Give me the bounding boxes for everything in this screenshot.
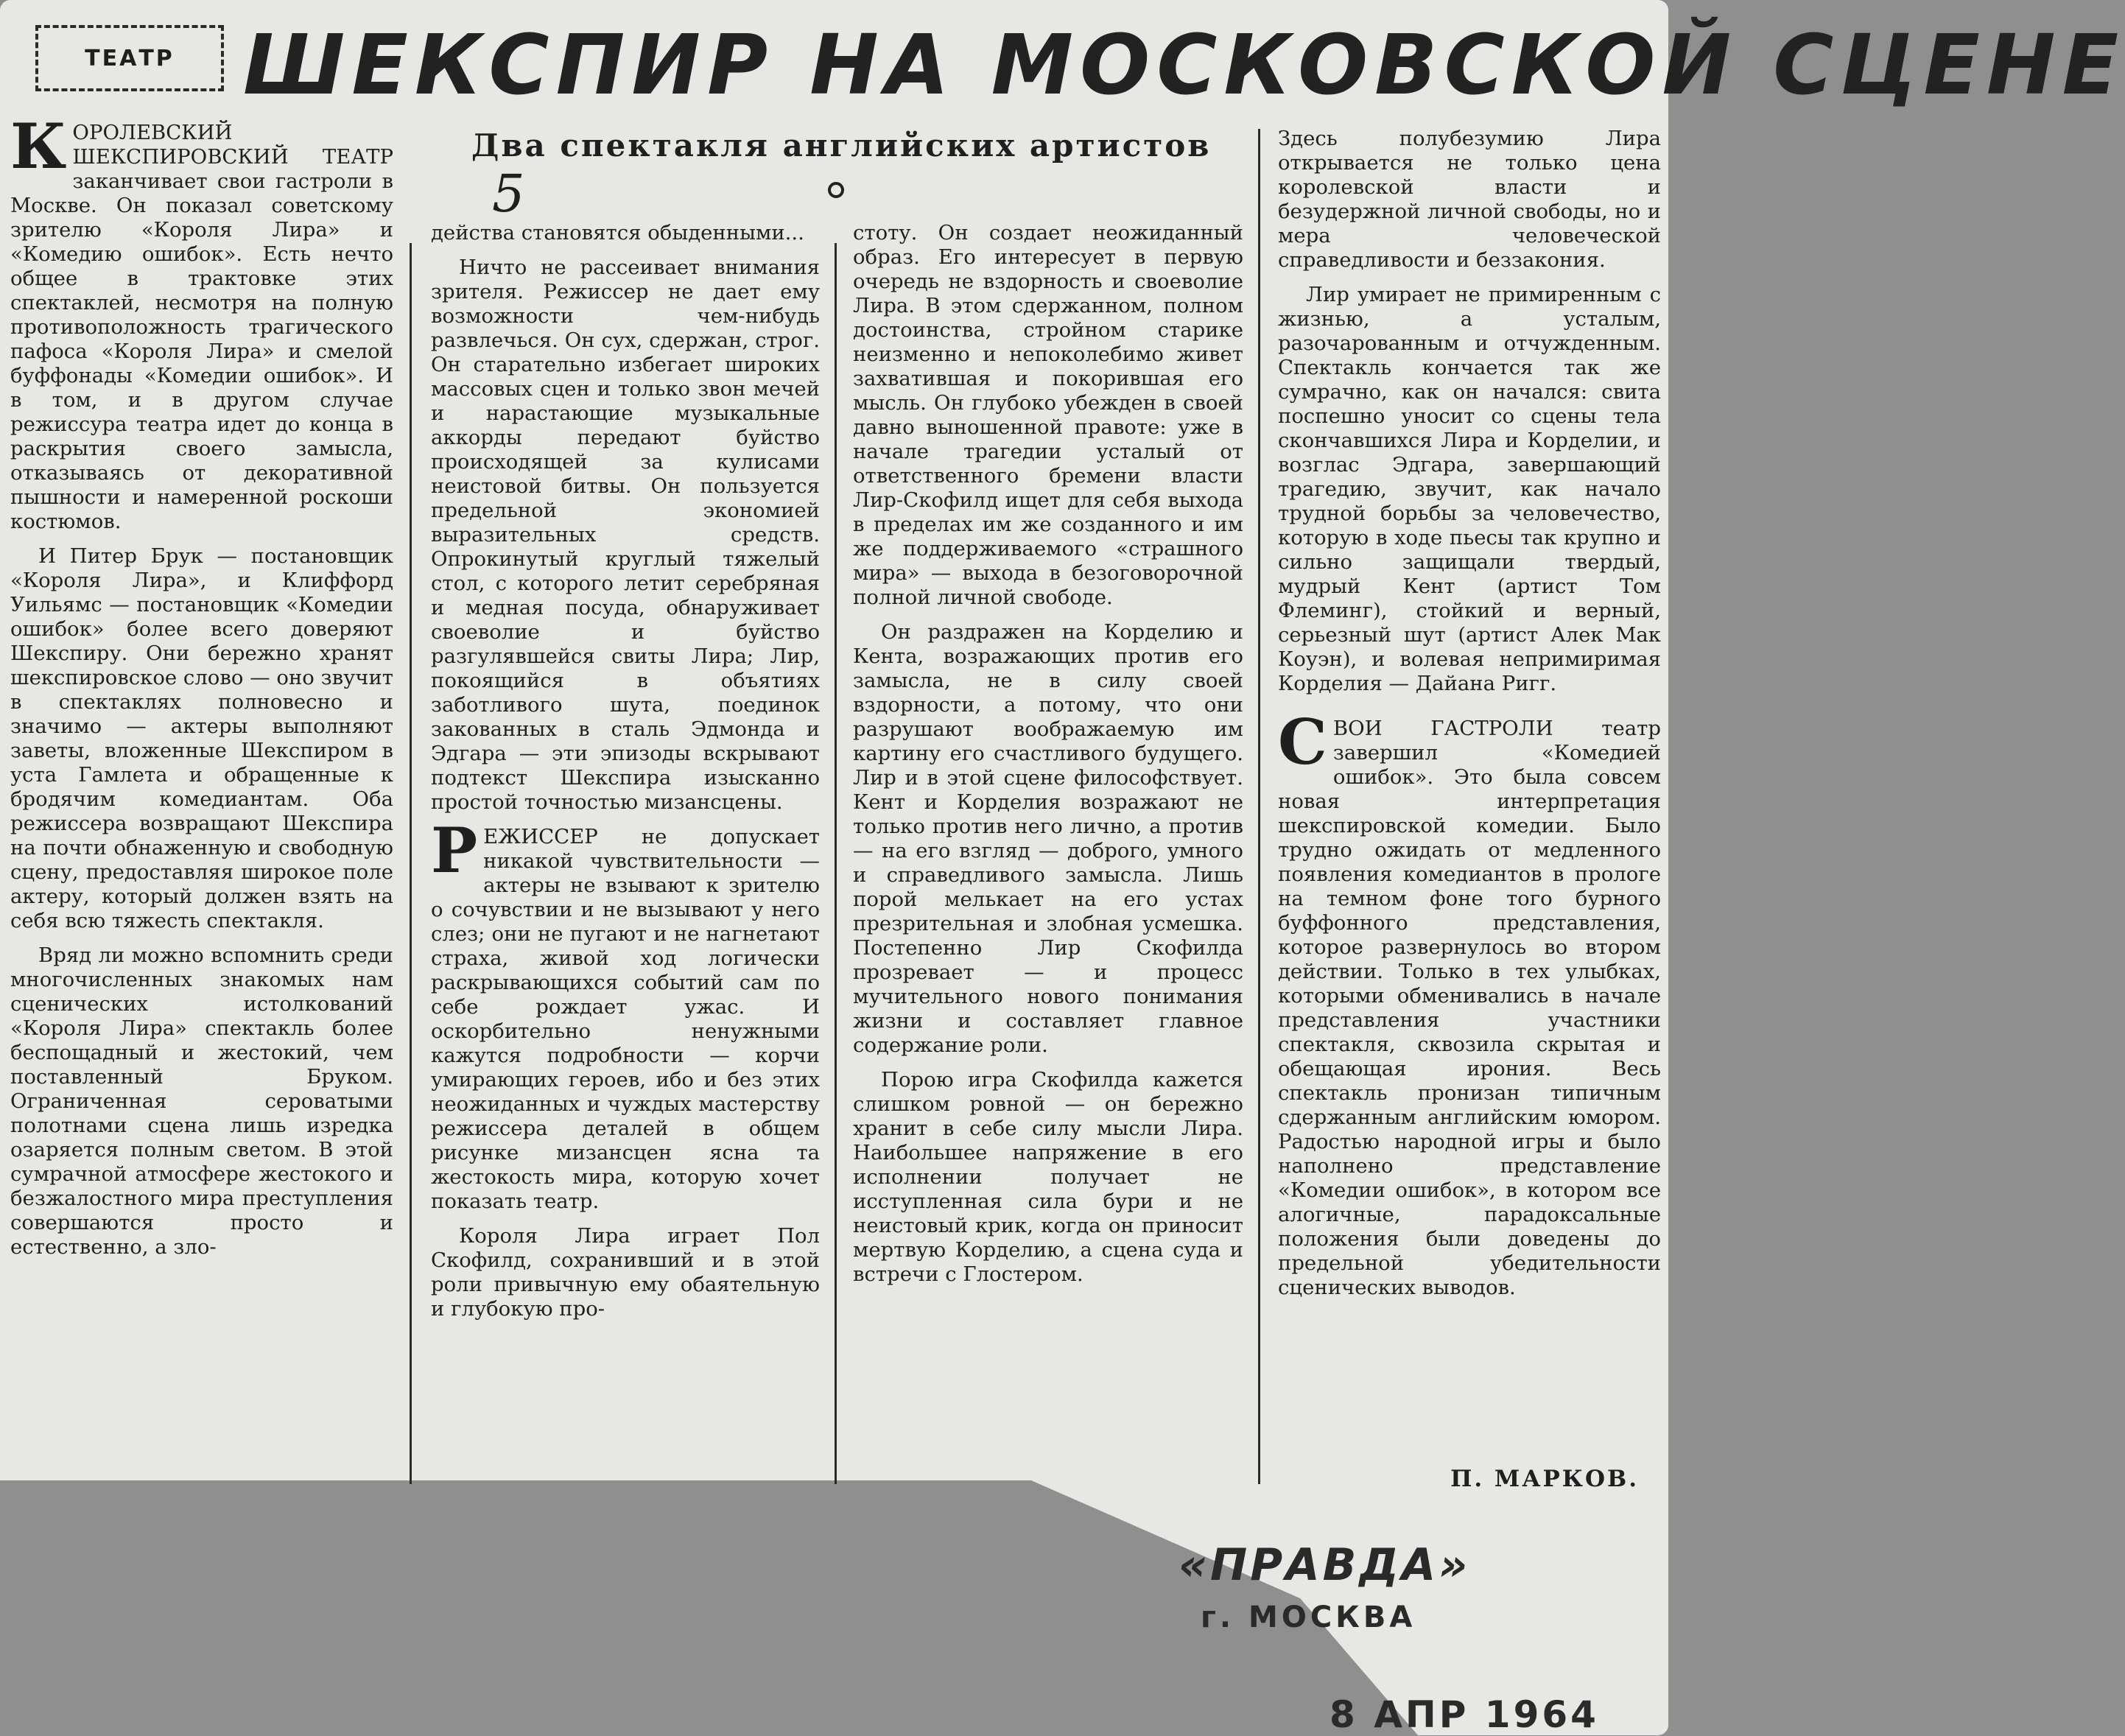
ornament-circle-icon [828,182,844,198]
paragraph: Лир умирает не примиренным с жизнью, а усталым, разочарованным и отчужденным. Спектакль кончается так же сумрачно, как он начался: свита поспешно уносит со сцены тела скончавшихся Лира и Корделии, и возглас Эдгара, завершающий трагедию, звучит, как начало трудной борьбы за человечество, которую в ходе пьесы так крупно и сильно защищали твердый, мудрый Кент (артист Том Флеминг), стойкий и верный, серьезный шут (артист Алек Мак Коуэн), и волевая непримиримая Корделия — Дайана Ригг. [1278,283,1661,695]
dropcap: Р [431,814,478,887]
dropcap: С [1278,706,1327,779]
stamp-paper-name: «ПРАВДА» [1179,1539,1471,1591]
paragraph: стоту. Он создает неожиданный образ. Его интересует в первую очередь не вздорность и своеволие Лира. В этом сдержанном, полном достоинства, стройном старике неизменно и непоколебимо живет захватившая и покорившая его мысль. Он глубоко убежден в своей давно выношенной правоте: уже в начале трагедии усталый от ответственного бремени власти Лир-Скофилд ищет для себя выхода в пределах им же созданного и им же поддерживаемого «страшного мира» — выхода в безоговорочной полной личной свободе. [853,221,1243,609]
paragraph: Ничто не рассеивает внимания зрителя. Режиссер не дает ему возможности чем-нибудь развлечься. Он сух, сдержан, строг. Он старательно избегает широких массовых сцен и только звон мечей и нарастающие музыкальные аккорды передают буйство происходящей за кулисами неистовой битвы. Он пользуется предельной экономией выразительных средств. Опрокинутый круглый тяжелый стол, с которого летит серебряная и медная посуда, обнаруживает своеволие и буйство разгулявшейся свиты Лира; Лир, покоящийся в объятиях заботливого шута, поединок закованных в сталь Эдмонда и Эдгара — эти эпизоды вскрывают подтекст Шекспира изысканно простой точностью мизансцены. [431,256,820,814]
rubric-box [35,25,224,91]
headline: ШЕКСПИР НА МОСКОВСКОЙ СЦЕНЕ [243,18,2125,113]
paragraph: Порою игра Скофилда кажется слишком ровной — он бережно хранит в себе силу мысли Лира. Наибольшее напряжение в его исполнении получает не исступленная сила бури и не неистовый крик, когда он приносит мертвую Корделию, а сцена суда и встречи с Глостером. [853,1068,1243,1286]
article-column-3 [853,221,1243,1287]
paragraph: Короля Лира играет Пол Скофилд, сохранивший и в этой роли привычную ему обаятельную и глубокую про- [431,1224,820,1321]
paragraph: действа становятся обыденными... [431,221,804,245]
handwritten-mark: 5 [492,164,525,224]
paragraph: Здесь полубезумию Лира открывается не только цена королевской власти и безудержной личной свободы, но и мера человеческой справедливости и беззакония. [1278,127,1661,272]
stamp-city: г. МОСКВА [1201,1600,1416,1634]
dropcap: К [10,110,67,183]
author-signature: П. МАРКОВ. [1450,1466,1639,1492]
article-column-4 [1278,127,1661,1300]
paragraph: ЕЖИССЕР не допускает никакой чувствительности — актеры не взывают к зрителю о сочувствии и не вызывают у него слез; они не пугают и не нагнетают страха, живой ход логически раскрывающихся событий сам по себе рождает ужас. И оскорбительно ненужными кажутся подробности — корчи умирающих героев, ибо и без этих неожиданных и чуждых мастерству режиссера деталей в общем рисунке мизансцен ясна та жестокость мира, которую хочет показать театр. [431,825,820,1213]
paragraph: И Питер Брук — постановщик «Короля Лира», и Клиффорд Уильямс — постановщик «Комедии ошибок» более всего доверяют Шекспиру. Они бережно хранят шекспировское слово — оно звучит в спектаклях полновесно и значимо — актеры выполняют заветы, вложенные Шекспиром в уста Гамлета и обращенные к бродячим комедиантам. Оба режиссера возвращают Шекспира на почти обнаженную и свободную сцену, предоставляя широкое поле актеру, который должен взять на себя всю тяжесть спектакля. [10,544,393,932]
paragraph: ВОИ ГАСТРОЛИ театр завершил «Комедией ошибок». Это была совсем новая интерпретация шекспировской комедии. Было трудно ожидать от медленного появления комедиантов в прологе на темном фоне того бурного буффонного представления, которое развернулось во втором действии. Только в тех улыбках, которыми обменивались в начале представления участники спектакля, сквозила скрытая и обещающая ирония. Весь спектакль пронизан типичным сдержанным английским юмором. Радостью народной игры и было наполнено представление «Комедии ошибок», в котором все алогичные, парадоксальные положения были доведены до предельной убедительности сценических выводов. [1278,717,1661,1299]
stamp-date: 8 АПР 1964 [1330,1693,1599,1736]
subheadline: Два спектакля английских артистов [471,127,1212,164]
paragraph: Он раздражен на Корделию и Кента, возражающих против его замысла, не в силу своей вздорности, а потому, что они разрушают воображаемую им картину его счастливого будущего. Лир и в этой сцене философствует. Кент и Корделия возражают не только против него лично, а против — на его взгляд — доброго, умного и справедливого замысла. Лишь порой мелькает на его устах презрительная и злобная усмешка. Постепенно Лир Скофилда прозревает — и процесс мучительного нового понимания жизни и составляет главное содержание роли. [853,620,1243,1057]
paragraph: Вряд ли можно вспомнить среди многочисленных знакомых нам сценических истолкований «Короля Лира» спектакль более беспощадный и жестокий, чем поставленный Бруком. Ограниченная сероватыми полотнами сцена лишь изредка озаряется полным светом. В этой сумрачной атмосфере жестокого и безжалостного мира преступления совершаются просто и естественно, а зло- [10,943,393,1259]
article-column-1 [10,110,393,1259]
paragraph: ОРОЛЕВСКИЙ ШЕКСПИРОВСКИЙ ТЕАТР заканчивает свои гастроли в Москве. Он показал советскому зрителю «Короля Лира» и «Комедию ошибок». Есть нечто общее в трактовке этих спектаклей, несмотря на полную противоположность трагического пафоса «Короля Лира» и смелой буффонады «Комедии ошибок». И в том, и в другом случае режиссура театра идет до конца в раскрытия своего замысла, отказываясь от декоративной пышности и намеренной роскоши костюмов. [10,121,393,533]
article-column-2 [431,221,820,1321]
column-rule [1258,129,1260,1484]
rubric-label: ТЕАТР [85,45,175,71]
column-rule [410,243,412,1484]
column-rule [835,243,837,1484]
